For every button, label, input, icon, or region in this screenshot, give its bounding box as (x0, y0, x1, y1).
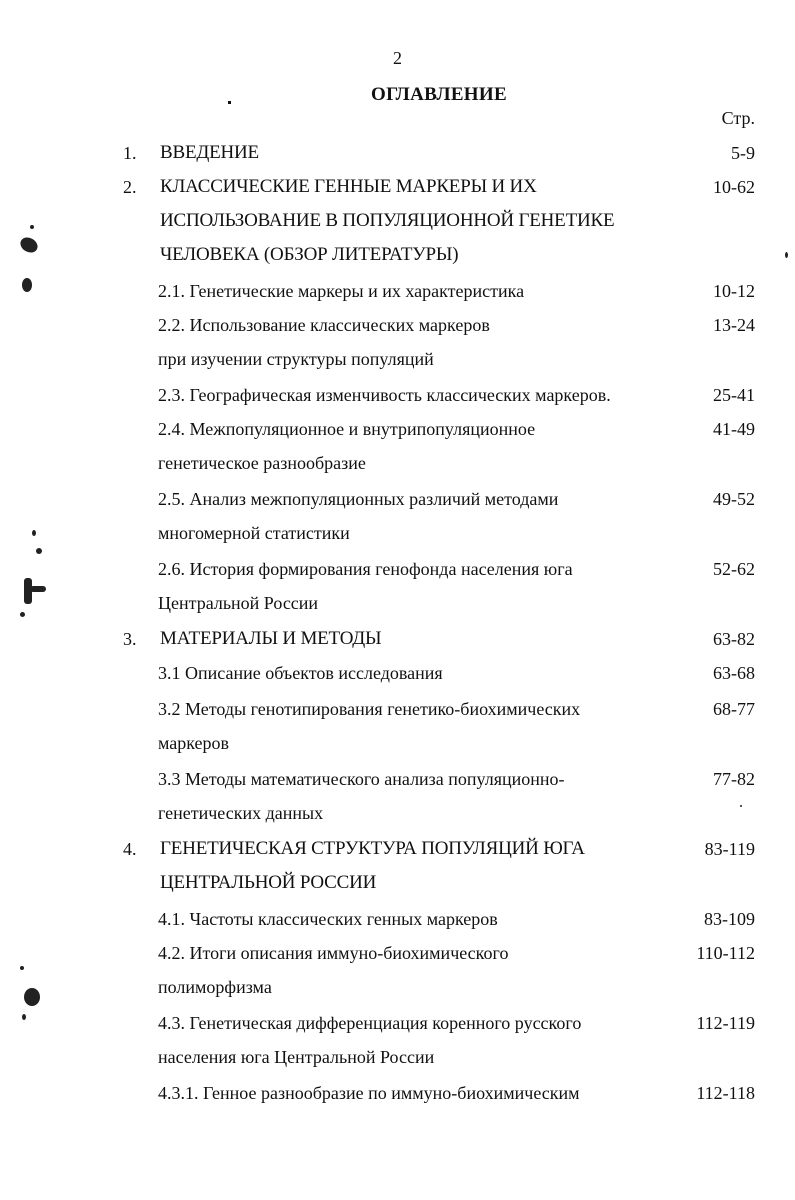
toc-line (0, 380, 795, 410)
toc-line (0, 276, 795, 306)
toc-entry-text: 3.3 Методы математического анализа популяционно- (158, 769, 565, 789)
toc-entry-text: 4.1. Частоты классических генных маркеров (158, 909, 498, 929)
toc-entry-text: ЧЕЛОВЕКА (ОБЗОР ЛИТЕРАТУРЫ) (160, 244, 459, 265)
toc-entry-text: 4.3. Генетическая дифференциация коренного русского (158, 1013, 582, 1033)
toc-line (0, 518, 795, 548)
toc-entry-text: 3.1 Описание объектов исследования (158, 663, 443, 683)
toc-line (0, 694, 795, 724)
toc-entry-text: Центральной России (158, 593, 319, 613)
toc-line (0, 414, 795, 444)
toc-page-range: 112-119 (696, 1013, 755, 1033)
toc-entry-text: маркеров (158, 733, 230, 753)
toc-entry-text: 2.6. История формирования генофонда населения юга (158, 559, 573, 579)
toc-page-range: 77-82 (713, 769, 755, 789)
toc-entry-text: КЛАССИЧЕСКИЕ ГЕННЫЕ МАРКЕРЫ И ИХ (160, 176, 537, 197)
toc-line (0, 764, 795, 794)
page-number: 2 (393, 48, 402, 68)
toc-page-range: 83-109 (704, 909, 755, 929)
toc-page-range: 110-112 (696, 943, 755, 963)
toc-entry-text: генетических данных (158, 803, 324, 823)
toc-number: 3. (123, 629, 137, 649)
toc-number: 1. (123, 143, 137, 163)
toc-page-range: 83-119 (704, 839, 755, 859)
toc-page-range: 63-68 (713, 663, 755, 683)
toc-line (0, 484, 795, 514)
pages-column-header: Стр. (721, 108, 755, 128)
toc-number: 4. (123, 839, 137, 859)
toc-line (0, 588, 795, 618)
toc-entry-text: населения юга Центральной России (158, 1047, 435, 1067)
toc-line (0, 344, 795, 374)
toc-line (0, 138, 795, 168)
toc-entry-text: при изучении структуры популяций (158, 349, 434, 369)
toc-line (0, 798, 795, 828)
toc-entry-text: 2.5. Анализ межпопуляционных различий методами (158, 489, 559, 509)
toc-line (0, 1078, 795, 1108)
toc-page-range: 52-62 (713, 559, 755, 579)
toc-entry-text: ГЕНЕТИЧЕСКАЯ СТРУКТУРА ПОПУЛЯЦИЙ ЮГА (160, 838, 585, 859)
toc-entry-text: ЦЕНТРАЛЬНОЙ РОССИИ (160, 872, 377, 893)
toc-entry-text: ВВЕДЕНИЕ (160, 142, 259, 163)
toc-entry-text: 2.1. Генетические маркеры и их характеристика (158, 281, 525, 301)
toc-line (0, 172, 795, 202)
toc-page-range: 10-62 (713, 177, 755, 197)
toc-page-range: 25-41 (713, 385, 755, 405)
toc-line (0, 1042, 795, 1072)
toc-page-range: 13-24 (713, 315, 755, 335)
toc-entry-text: МАТЕРИАЛЫ И МЕТОДЫ (160, 628, 382, 649)
toc-line (0, 448, 795, 478)
toc-line (0, 554, 795, 584)
toc-page-range: 49-52 (713, 489, 755, 509)
toc-line (0, 310, 795, 340)
toc-page-range: 41-49 (713, 419, 755, 439)
toc-line (0, 972, 795, 1002)
toc-line (0, 904, 795, 934)
toc-entry-text: 3.2 Методы генотипирования генетико-биохимических (158, 699, 581, 719)
page-title: ОГЛАВЛЕНИЕ (371, 84, 507, 105)
toc-line (0, 834, 795, 864)
toc-line (0, 938, 795, 968)
toc-entry-text: 2.4. Межпопуляционное и внутрипопуляционное (158, 419, 536, 439)
toc-entry-text: 2.3. Географическая изменчивость классических маркеров. (158, 385, 611, 405)
toc-line (0, 658, 795, 688)
toc-entry-text: 4.3.1. Генное разнообразие по иммуно-биохимическим (158, 1083, 580, 1103)
toc-entry-text: генетическое разнообразие (158, 453, 366, 473)
toc-line (0, 240, 795, 270)
toc-page-range: 63-82 (713, 629, 755, 649)
toc-entry-text: ИСПОЛЬЗОВАНИЕ В ПОПУЛЯЦИОННОЙ ГЕНЕТИКЕ (160, 210, 615, 231)
toc-line (0, 206, 795, 236)
toc-entry-text: многомерной статистики (158, 523, 350, 543)
toc-line (0, 868, 795, 898)
toc-page-range: 112-118 (696, 1083, 755, 1103)
toc-page-range: 68-77 (713, 699, 755, 719)
toc-line (0, 728, 795, 758)
toc-line (0, 1008, 795, 1038)
toc-line (0, 624, 795, 654)
toc-page-range: 5-9 (731, 143, 755, 163)
toc-entry-text: 2.2. Использование классических маркеров (158, 315, 490, 335)
toc-entry-text: полиморфизма (158, 977, 272, 997)
toc-page-range: 10-12 (713, 281, 755, 301)
toc-entry-text: 4.2. Итоги описания иммуно-биохимического (158, 943, 509, 963)
toc-number: 2. (123, 177, 137, 197)
